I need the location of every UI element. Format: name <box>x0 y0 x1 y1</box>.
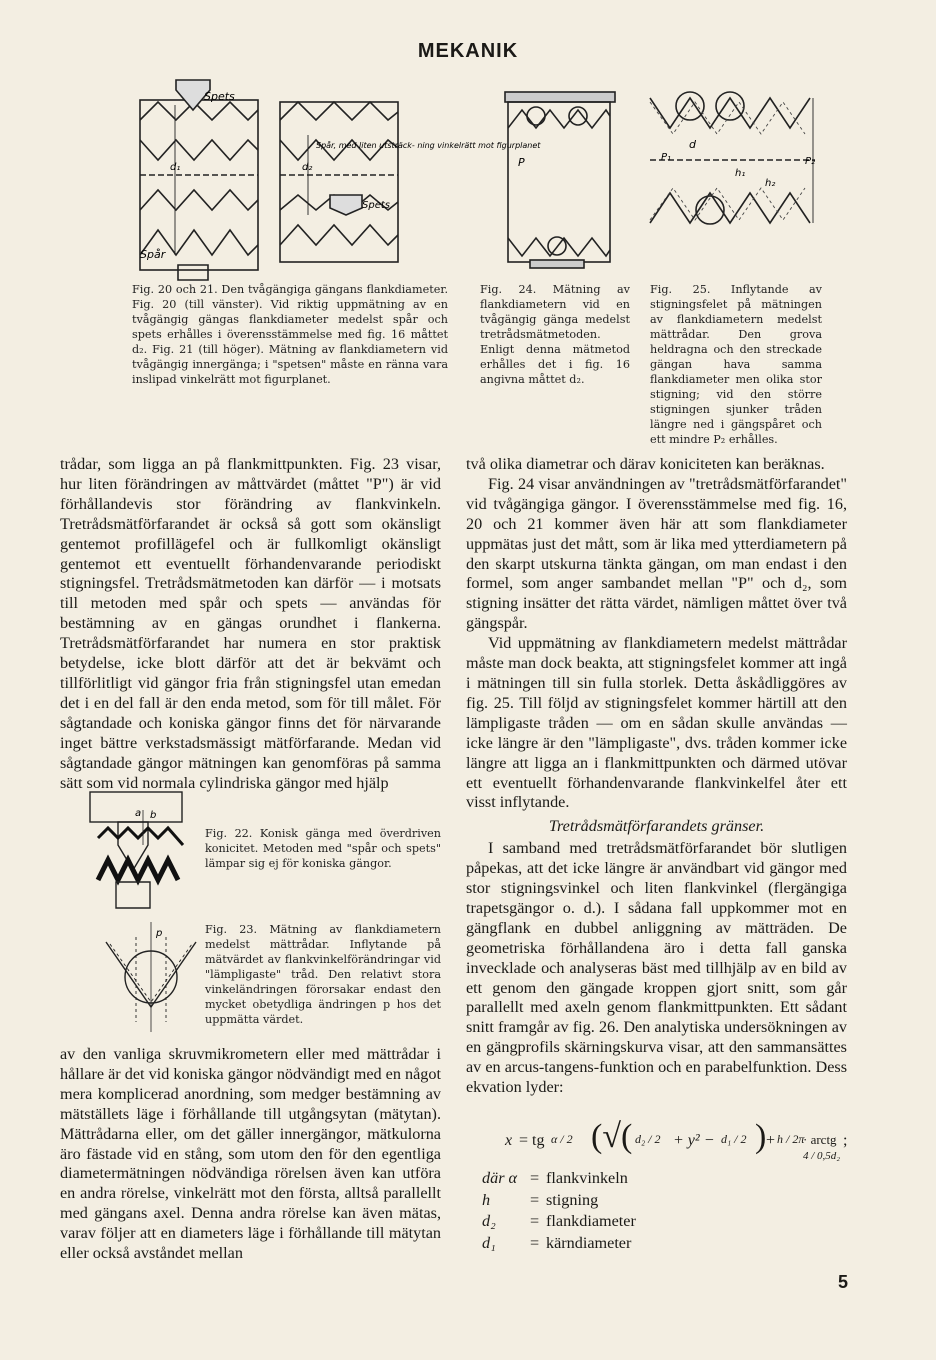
right-column <box>466 455 847 1098</box>
label-a: a <box>135 808 142 819</box>
label-h2: h₂ <box>765 178 776 189</box>
label-d1: d₁ <box>170 162 181 173</box>
eq-semicolon: ; <box>843 1132 848 1149</box>
figure-24 <box>500 88 625 270</box>
definition-row: d₁ = kärndiameter <box>482 1233 632 1252</box>
label-p-23: p <box>156 928 163 939</box>
eq-equals: = <box>519 1132 529 1149</box>
eq-alpha-frac: α / 2 <box>551 1132 573 1146</box>
page-title: MEKANIK <box>417 40 519 62</box>
label-p: P <box>518 156 525 169</box>
left-paragraph-2: av den vanliga skruvmikrometern eller med mättrådar i hållare är det vid koniska gängor nödvändigt med en något mera komplicerad anordning, som medger bestämning av mätställets läge i förhållande till utgångsytan (mätytan). Mättrådarna eller, om det gäller innergängor, mätkulorna äro fästade vid en stång, som utom den för den egentliga diametermätningen nödvändiga rörelsen även kan utföra en andra rörelse, vinkelrätt mot den första, alltså parallellt med gängans axel. Denna andra rörelse kan även mätas, varav följer att en diameters läge i förhållande till mätytan eller också avståndet mellan <box>60 1045 441 1263</box>
definition-row: d₂ = flankdiameter <box>482 1212 636 1230</box>
label-b: b <box>150 810 157 821</box>
right-paragraph-1: två olika diametrar och därav koniciteten kan beräknas. <box>466 455 825 473</box>
caption-fig-23: Fig. 23. Mätning av flankdiametern medelst mättrådar. Inflytande på mätvärdet av flankvinkelförändringar vid "lämpligaste" tråd. Den relativt stora vinkeländringen förorsakar endast den mycket obetydliga ändringen p hos det uppmätta värdet. <box>205 923 441 1026</box>
label-p2: P₂ <box>805 156 816 167</box>
right-paragraph-2: Fig. 24 visar användningen av "tretrådsmätförfarandet" vid tvågängiga gängor. I överensstämmelse med fig. 16, 20 och 21 kommer även här att som flankdiameter uppmätas just det mått, som är lika med ytterdiametern på den skarpt utskurna tänkta gängan, om man endast i den formel, som anger sambandet mellan "P" och d₂, som stigning insätter det rätta värdet, nämligen måttet över två gängspår. <box>466 474 847 633</box>
definition-row: där α = flankvinkeln <box>482 1169 628 1187</box>
eq-d2-frac: d₂ / 2 <box>635 1132 661 1146</box>
caption-fig-25: Fig. 25. Inflytande av stigningsfelet på mätningen av flankdiametern medelst mättrådar. Den grova heldragna och den streckade gängan hava samma flankdiameter men olika stor stigning; vid den större stigningen sjunker tråden längre ned i gängspåret och ett mindre P₂ erhålles. <box>650 283 822 446</box>
page-number: 5 <box>837 1272 848 1292</box>
eq-four-frac: 4 / 0,5d₂ <box>803 1150 841 1162</box>
label-spets-right: Spets <box>362 200 390 211</box>
label-spar: Spår <box>140 248 166 261</box>
section-heading: Tretrådsmätförfarandets gränser. <box>548 817 765 836</box>
figure-22 <box>88 790 198 910</box>
equation <box>505 1118 850 1166</box>
figure-23 <box>96 922 206 1042</box>
left-column-bottom <box>60 1045 441 1264</box>
figure-25 <box>645 88 825 236</box>
right-paragraph-4: I samband med tretrådsmätförfarandet bör slutligen påpekas, att det icke längre är användbart vid gängor med stor stigningsvinkel och liten flankvinkel (flergängiga trapetsgängor o. d.). I sådana fall uppkommer mot en gängflank en dubbel anliggning av mätträden. De geometriska förhållandena äro i detta fall ganska invecklade och analyseras bäst med tillhjälp av en bild av ett genom den gängade kroppen gjort snitt, som går parallellt med axeln genom flankmittpunkten. Ett sådant snitt framgår av fig. 26. Den analytiska undersökningen av en gängprofils skärningskurva visar, att den sammansättes av en arcus-tangens-funktion och en parabelfunktion. Dess ekvation lyder: <box>466 839 847 1097</box>
eq-d1-frac: d₁ / 2 <box>721 1132 747 1146</box>
label-d: d <box>689 138 696 151</box>
eq-x: x <box>505 1132 513 1149</box>
left-paragraph-1: trådar, som ligga an på flankmittpunkten. Fig. 23 visar, hur liten förändringen av måttvärdet (måttet "P") är vid förhållandevis stor förändring av flankvinkeln. Tretrådsmätförfarandet är också så gott som okänsligt gentemot profillägefel och är fullkomligt okänsligt gentemot ett eventuellt förhandenvarande periodiskt stigningsfel. Tretrådsmätmetoden kan därför — i motsats till metoden med spår och spets — användas för bestämning av en gängas orundhet i flankerna. Tretrådsmätförfarandet har numera en stor praktisk betydelse, icke blott därför att det är bekvämt och tillförlitligt vid gängor fria från stigningsfel utan emedan det i en del fall är den enda metod, som för till målet. För sågtandade och koniska gängor finns det för närvarande inget bättre verkstadsmässigt mätförfarande. Medan vid sågtandade gängor mätningen kan genomföras på samma sätt som vid normala cylindriska gängor med hjälp <box>60 455 441 792</box>
eq-h-frac: h / 2π <box>777 1132 805 1146</box>
caption-fig-24: Fig. 24. Mätning av flankdiametern vid en tvågängig gänga medelst tretrådsmätmetoden. Enligt denna mätmetod erhålles det i fig. 16 angivna måttet d₂. <box>480 283 630 386</box>
label-p1: P₁ <box>661 152 672 163</box>
label-h1: h₁ <box>735 168 746 179</box>
eq-plus: + <box>766 1132 776 1149</box>
left-column-top <box>60 455 441 793</box>
right-paragraph-3: Vid uppmätning av flankdiametern medelst mättrådar måste man dock beakta, att stigningsfelet kommer att ingå i mätningen till sin fulla storlek. Detta åskådliggöres av fig. 25. Till följd av stigningsfelet kommer härtill att den lämpligaste tråden — om en sådan skulle användas — icke längre är den "lämpligaste", dvs. tråden kommer icke längre att ligga an i flankmittpunkten och därmed utövar ett eventuellt förhandenvarande flankvinkelfel åter ett visst inflytande. <box>466 634 847 812</box>
eq-tg: tg <box>532 1132 545 1149</box>
figure-20-21 <box>130 80 541 280</box>
eq-bracket-open: (√( <box>591 1118 633 1155</box>
eq-plus-y2: + y² − <box>673 1132 715 1149</box>
caption-fig-22: Fig. 22. Konisk gänga med överdriven konicitet. Metoden med "spår och spets" lämpar sig ej för koniska gängor. <box>205 827 441 870</box>
eq-arctg: · arctg <box>803 1132 837 1147</box>
definition-row: h = stigning <box>482 1190 599 1209</box>
eq-bracket-close: ) <box>755 1118 767 1155</box>
label-spets-top: Spets <box>204 90 235 103</box>
label-spar-med: Spår, med liten utsträck- ning vinkelrätt mot figurplanet <box>316 141 541 150</box>
caption-fig-20-21: Fig. 20 och 21. Den tvågängiga gängans flankdiameter. Fig. 20 (till vänster). Vid riktig uppmätning av en tvågängig gängas flankdiameter medelst spår och spets erhålles i överensstämmelse med fig. 16 måttet d₂. Fig. 21 (till höger). Mätning av flankdiametern vid tvågängig innergänga; i "spetsen" måste en ränna vara inslipad vinkelrätt mot figurplanet. <box>132 283 448 386</box>
definitions-list <box>482 1168 782 1254</box>
label-d2: d₂ <box>302 162 313 173</box>
